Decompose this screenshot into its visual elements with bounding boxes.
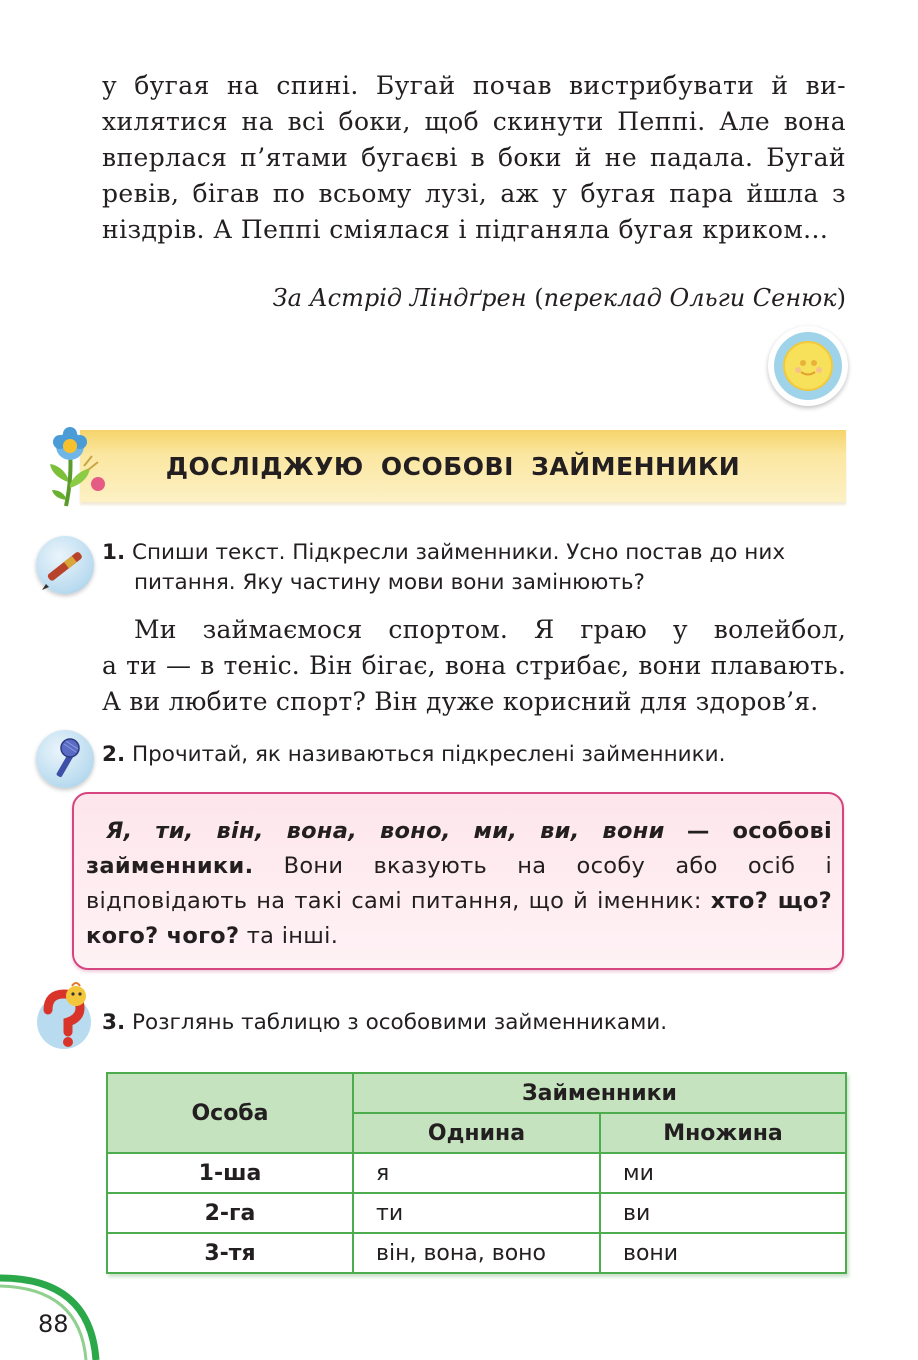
table-row — [107, 1233, 846, 1273]
rule-questions: хто? що? кого? чого? — [86, 888, 833, 949]
sun-smiley-icon — [768, 326, 848, 406]
exercise-1-text — [102, 612, 846, 720]
exercise-1-line: Ми займаємося спортом. Я граю у волейбол, — [134, 615, 846, 644]
author-credit — [273, 284, 846, 312]
page-number: 88 — [38, 1310, 69, 1338]
table-cell-plural: ви — [600, 1193, 846, 1233]
exercise-1-number: 1. — [102, 540, 126, 565]
table-row — [107, 1193, 846, 1233]
translation-open-paren: ( — [534, 284, 544, 312]
pronoun-table — [106, 1072, 847, 1274]
exercise-1-line: А ви любите спорт? Він дуже корисний для здоров’я. — [102, 687, 819, 716]
exercise-2-number: 2. — [102, 742, 126, 767]
exercise-2-task — [102, 740, 846, 770]
story-paragraph: у бугая на спині. Бугай почав вистрибувати й ви- хилятися на всі боки, щоб скинути Пеппі. Але вона вперлася п’ятами бугаєві в боки й не падала. Бугай ревів, бігав по всьому лузі, аж у бугая пара йшла з ніздрів. А Пеппі сміялася і підганяла бугая криком... — [102, 71, 846, 244]
table-header-plural: Множина — [600, 1113, 846, 1153]
table-cell-plural: вони — [600, 1233, 846, 1273]
table-row — [107, 1153, 846, 1193]
table-cell-singular: він, вона, воно — [353, 1233, 600, 1273]
table-cell-singular: ти — [353, 1193, 600, 1233]
table-cell-person: 3-тя — [107, 1233, 353, 1273]
exercise-1-task — [102, 538, 846, 598]
table-header-singular: Однина — [353, 1113, 600, 1153]
exercise-1-instruction: Спиши текст. Підкресли займенники. Усно постав до них питання. Яку частину мови вони замінюють? — [131, 540, 786, 595]
translator: переклад Ольги Сенюк — [543, 284, 837, 312]
exercise-1-line: а ти — в теніс. Він бігає, вона стрибає, вони плавають. — [102, 651, 846, 680]
rule-text-1: Вони вказують на особу або осіб і відповідають на такі самі питання, що й іменник: — [86, 853, 833, 914]
rule-pronouns: Я, ти, він, вона, воно, ми, ви, вони — [106, 818, 665, 844]
table-cell-person: 1-ша — [107, 1153, 353, 1193]
pen-icon — [36, 536, 94, 594]
exercise-3-instruction: Розглянь таблицю з особовими займенниками. — [131, 1010, 668, 1035]
exercise-2-instruction: Прочитай, як називаються підкреслені займенники. — [131, 742, 726, 767]
microphone-icon — [36, 730, 94, 788]
story-text — [102, 68, 846, 248]
table-header-pronouns: Займенники — [353, 1073, 846, 1113]
table-cell-plural: ми — [600, 1153, 846, 1193]
exercise-3-task — [102, 1008, 846, 1038]
rule-text — [86, 814, 832, 954]
question-mark-character-icon — [32, 980, 98, 1052]
table-cell-singular: я — [353, 1153, 600, 1193]
rule-term: — особові займенники. — [86, 818, 832, 879]
section-title: ДОСЛІДЖУЮ ОСОБОВІ ЗАЙМЕННИКИ — [165, 452, 741, 481]
table-header-person: Особа — [107, 1073, 353, 1153]
table-cell-person: 2-га — [107, 1193, 353, 1233]
author-name: За Астрід Ліндґрен — [272, 284, 527, 312]
translation-close-paren: ) — [836, 284, 846, 312]
exercise-3-number: 3. — [102, 1010, 126, 1035]
rule-text-2: та інші. — [246, 923, 339, 949]
